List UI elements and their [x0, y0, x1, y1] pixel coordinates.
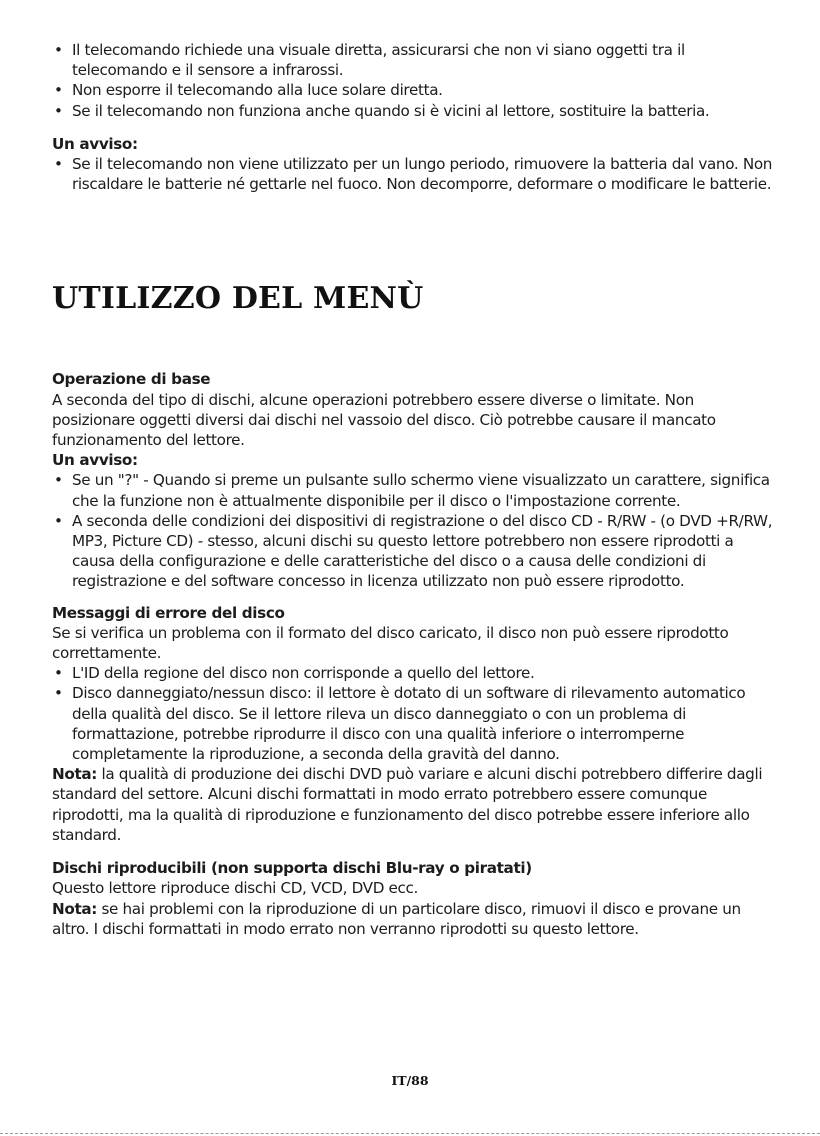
section-heading: Operazione di base: [52, 370, 211, 389]
note-label: Nota:: [52, 899, 97, 918]
page-edge-divider: [0, 1133, 820, 1134]
section-heading: Dischi riproducibili (non supporta dischi Blu-ray o piratati): [52, 859, 532, 878]
manual-page: [52, 40, 777, 939]
note-paragraph: [52, 899, 777, 939]
list-item: • Il telecomando richiede una visuale diretta, assicurarsi che non vi siano oggetti tra il telecomando e il sensore a infrarossi.: [52, 40, 777, 80]
error-list: [52, 663, 777, 764]
list-item: • Se un "?" - Quando si preme un pulsante sullo schermo viene visualizzato un carattere, significa che la funzione non è attualmente disponibile per il disco o l'impostazione corrente.: [52, 470, 777, 510]
warning-list: [52, 154, 777, 194]
list-item: • Non esporre il telecomando alla luce solare diretta.: [52, 80, 777, 100]
list-item: • Se il telecomando non funziona anche quando si è vicini al lettore, sostituire la batteria.: [52, 101, 777, 121]
page-title: UTILIZZO DEL MENÙ: [52, 281, 424, 317]
note-text: se hai problemi con la riproduzione di un particolare disco, rimuovi il disco e provane un altro. I dischi formattati in modo errato non verranno riprodotti su questo lettore.: [52, 899, 741, 938]
note-paragraph: [52, 764, 777, 845]
section-heading: Messaggi di errore del disco: [52, 603, 285, 622]
warning-list: [52, 470, 777, 591]
list-item: • L'ID della regione del disco non corrisponde a quello del lettore.: [52, 663, 777, 683]
section-text: A seconda del tipo di dischi, alcune operazioni potrebbero essere diverse o limitate. Non posizionare oggetti diversi dai dischi nel vassoio del disco. Ciò potrebbe causare il mancato funzionamento del lettore.: [52, 390, 716, 450]
list-item: • Se il telecomando non viene utilizzato per un lungo periodo, rimuovere la batteria dal vano. Non riscaldare le batterie né gettarle nel fuoco. Non decomporre, deformare o modificare le batterie.: [52, 154, 777, 194]
note-label: Nota:: [52, 765, 97, 784]
basic-operation-section: [52, 369, 777, 591]
note-text: la qualità di produzione dei dischi DVD può variare e alcuni dischi potrebbero differire dagli standard del settore. Alcuni dischi formattati in modo errato potrebbero essere comunque riprodotti, ma la qualità di riproduzione e funzionamento del disco potrebbe essere inferiore allo standard.: [52, 765, 763, 844]
warning-heading: Un avviso:: [52, 134, 138, 153]
playable-discs-section: [52, 858, 777, 939]
list-item: • Disco danneggiato/nessun disco: il lettore è dotato di un software di rilevamento automatico della qualità del disco. Se il lettore rileva un disco danneggiato o con un problema di formattazione, potrebbe riprodurre il disco con una qualità inferiore o interromperne completamente la riproduzione, a seconda della gravità del danno.: [52, 683, 777, 764]
list-item: • A seconda delle condizioni dei dispositivi di registrazione o del disco CD - R/RW - (o DVD +R/RW, MP3, Picture CD) - stesso, alcuni dischi su questo lettore potrebbero non essere riprodotti a causa della configurazione e delle caratteristiche del disco o a causa delle condizioni di registrazione e del software concesso in licenza utilizzato non può essere riprodotto.: [52, 511, 777, 592]
section-text: Questo lettore riproduce dischi CD, VCD, DVD ecc.: [52, 879, 419, 898]
disc-error-section: [52, 603, 777, 845]
page-number: IT/88: [391, 1073, 429, 1088]
remote-tips-list: [52, 40, 777, 121]
section-text: Se si verifica un problema con il formato del disco caricato, il disco non può essere riprodotto correttamente.: [52, 623, 729, 663]
warning-heading: Un avviso:: [52, 451, 138, 470]
